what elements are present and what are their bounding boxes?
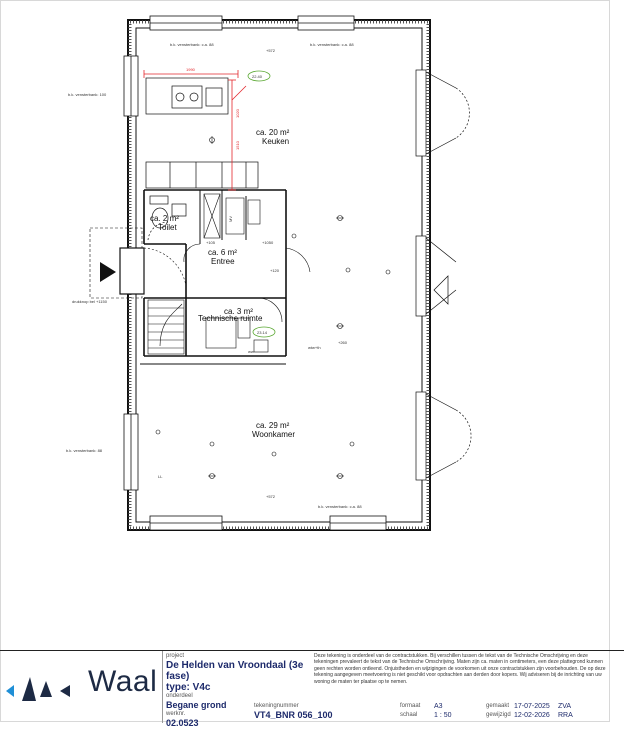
- onderdeel-label: onderdeel: [166, 693, 193, 699]
- room-name-keuken: Keuken: [262, 137, 290, 146]
- project-name: De Helden van Vroondaal (3e fase): [166, 660, 304, 682]
- staircase: [148, 300, 184, 354]
- gewijzigd-by: RRA: [558, 712, 573, 719]
- note-h1050: +1050: [262, 240, 274, 245]
- level-badge-keuken: [248, 71, 270, 81]
- gewijzigd-label: gewijzigd: [486, 712, 511, 718]
- gewijzigd-date: 12-02-2026: [514, 712, 550, 719]
- right-doors: [416, 70, 471, 480]
- disclaimer-note: Deze tekening is onderdeel van de contractstukken. Bij verschillen tussen de tekst van de Technische Omschrijving en deze tekeningen prevaleert de tekst van de Technische Omschrijving. Maten zijn ca. maten in centimeters, een deze plattegrond kunnen geen rechten worden ontleend. Onjuistheden en wijzigingen de voorkomen uit onze contractstukken zijn voorbehouden. De op deze tekening aangegeven meetvoering is niet geschikt voor opdrachten aan derden door kopers. Wij adviseren bij de inrichting van uw woning de maten ter plaatse op te nemen.: [314, 653, 606, 685]
- project-type: type: V4c: [166, 682, 211, 693]
- svg-text:23.14: 23.14: [257, 330, 268, 335]
- note-wtw: wtw+th: [308, 345, 321, 350]
- room-name-entree: Entree: [211, 257, 235, 266]
- dim-vertical-lower: 1510: [235, 141, 240, 150]
- note-vensterbank-top-left: b.k. vensterbank: c.a. 88: [170, 42, 214, 47]
- tekeningnummer-label: tekeningnummer: [254, 703, 299, 709]
- entrance: [90, 228, 186, 298]
- onderdeel-value: Begane grond: [166, 700, 227, 710]
- meter-cupboard: [204, 194, 260, 238]
- note-mv: MV: [228, 216, 233, 222]
- project-label: project: [166, 653, 185, 659]
- waal-logo-icon: [2, 667, 86, 707]
- room-area-tech: ca. 3 m²: [224, 307, 253, 316]
- note-ww: ww: [248, 349, 254, 354]
- schaal-label: schaal: [400, 712, 418, 718]
- room-name-tech: Technische ruimte: [198, 314, 263, 323]
- svg-text:22.40: 22.40: [252, 74, 263, 79]
- level-badge-tech: [253, 327, 275, 337]
- note-h260: +260: [338, 340, 348, 345]
- note-drukknop: drukknop bel +1150: [72, 299, 107, 304]
- werknr-value: 02.0523: [166, 718, 199, 728]
- project-block: [166, 653, 333, 729]
- brand-logo: [0, 651, 163, 723]
- werknr-label: werknr.: [166, 711, 186, 717]
- room-area-toilet: ca. 2 m²: [150, 214, 179, 223]
- tekeningnummer-value: VT4_BNR 056_100: [254, 710, 333, 720]
- note-vensterbank-left-top: b.k. vensterbank: 100: [68, 92, 107, 97]
- dim-vertical-upper: 1020: [235, 109, 240, 118]
- gemaakt-label: gemaakt: [486, 703, 510, 709]
- title-block: [0, 650, 624, 728]
- note-vensterbank-left-bottom: b.k. vensterbank: 88: [66, 448, 103, 453]
- schaal-value: 1 : 50: [434, 712, 452, 719]
- note-h120: +120: [270, 268, 280, 273]
- room-name-woon: Woonkamer: [252, 430, 295, 439]
- note-h572-bottom: +572: [266, 494, 276, 499]
- room-name-toilet: Toilet: [158, 223, 177, 232]
- room-area-keuken: ca. 20 m²: [256, 128, 290, 137]
- gemaakt-date: 17-07-2025: [514, 703, 550, 710]
- brand-name: Waal: [88, 665, 158, 698]
- note-h105: +105: [206, 240, 216, 245]
- kitchen-units: [146, 78, 258, 188]
- dim-horizontal: 1990: [186, 67, 195, 72]
- note-vensterbank-bottom: b.k. vensterbank: c.a. 88: [318, 504, 362, 509]
- room-area-entree: ca. 6 m²: [208, 248, 237, 257]
- sheet-border: [1, 1, 610, 722]
- formaat-value: A3: [434, 703, 443, 710]
- formaat-label: formaat: [400, 703, 421, 709]
- gemaakt-by: ZVA: [558, 703, 572, 710]
- note-vensterbank-top-right: b.k. vensterbank: c.a. 88: [310, 42, 354, 47]
- note-ll: LL: [158, 474, 163, 479]
- room-area-woon: ca. 29 m²: [256, 421, 290, 430]
- note-h572-top: +572: [266, 48, 276, 53]
